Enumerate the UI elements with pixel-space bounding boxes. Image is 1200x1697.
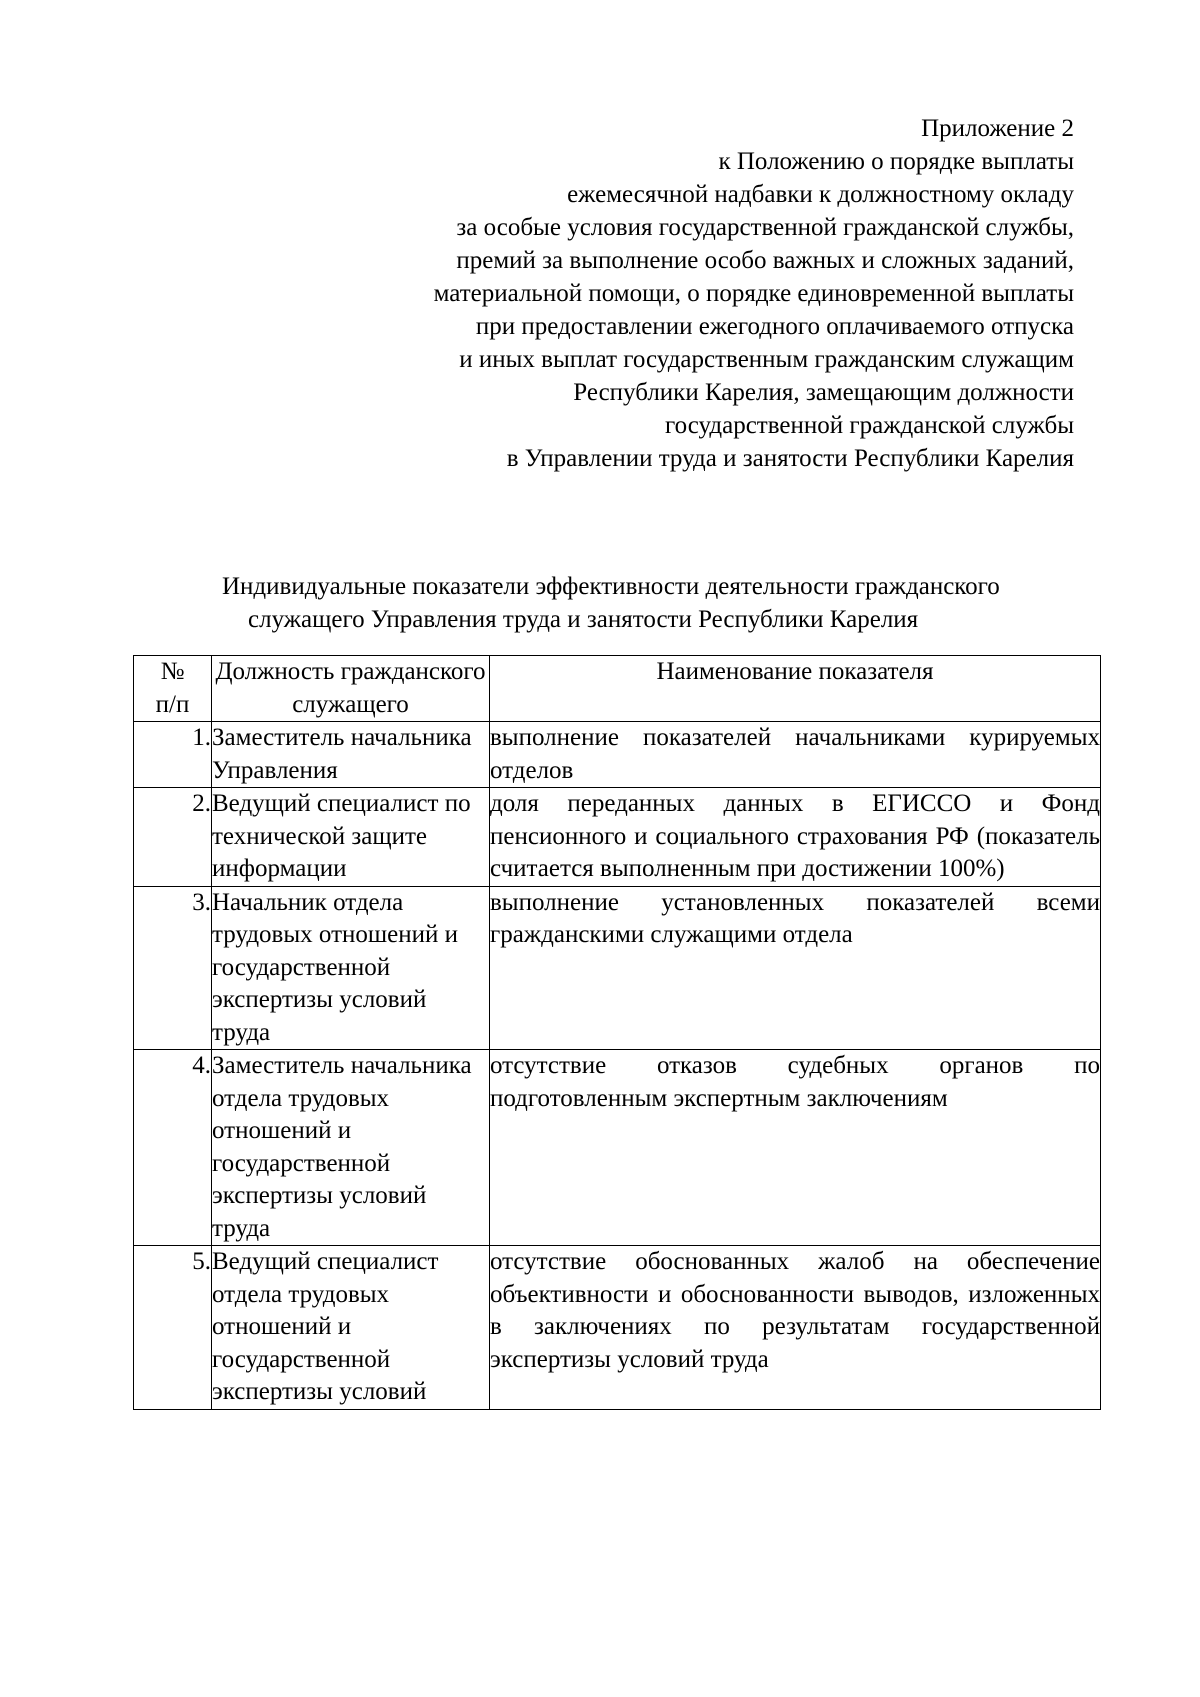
appendix-line: Республики Карелия, замещающим должности bbox=[573, 379, 1074, 406]
row-position: Заместитель начальника отдела трудовых отношений и государственной экспертизы условий труда bbox=[212, 1050, 490, 1246]
appendix-line: за особые условия государственной гражданской службы, bbox=[456, 214, 1074, 241]
table-row bbox=[134, 722, 1101, 788]
indicators-table bbox=[133, 655, 1101, 1410]
appendix-line: при предоставлении ежегодного оплачиваемого отпуска bbox=[475, 313, 1074, 340]
row-indicator: отсутствие обоснованных жалоб на обеспечение объективности и обоснованности выводов, изложенных в заключениях по результатам государственной экспертизы условий труда bbox=[490, 1246, 1101, 1410]
table-row bbox=[134, 1246, 1101, 1410]
row-number: 4. bbox=[134, 1050, 212, 1246]
header-number-line2: п/п bbox=[155, 690, 190, 718]
appendix-header bbox=[254, 112, 1074, 475]
row-indicator: доля переданных данных в ЕГИССО и Фонд пенсионного и социального страхования РФ (показатель считается выполненным при достижении 100%) bbox=[490, 788, 1101, 887]
row-indicator: отсутствие отказов судебных органов по подготовленным экспертным заключениям bbox=[490, 1050, 1101, 1246]
header-indicator: Наименование показателя bbox=[490, 656, 1101, 722]
row-number: 1. bbox=[134, 722, 212, 788]
appendix-line: и иных выплат государственным гражданским служащим bbox=[459, 346, 1074, 373]
appendix-line: материальной помощи, о порядке единовременной выплаты bbox=[433, 280, 1074, 307]
row-number: 2. bbox=[134, 788, 212, 887]
row-position: Начальник отдела трудовых отношений и государственной экспертизы условий труда bbox=[212, 886, 490, 1050]
row-position: Ведущий специалист по технической защите информации bbox=[212, 788, 490, 887]
header-position: Должность гражданского служащего bbox=[212, 656, 490, 722]
appendix-line: премий за выполнение особо важных и сложных заданий, bbox=[456, 247, 1074, 274]
row-number: 3. bbox=[134, 886, 212, 1050]
table-header-row bbox=[134, 656, 1101, 722]
header-number bbox=[134, 656, 212, 722]
title-line-2: служащего Управления труда и занятости Республики Карелия bbox=[248, 606, 919, 633]
row-indicator: выполнение показателей начальниками курируемых отделов bbox=[490, 722, 1101, 788]
appendix-line: к Положению о порядке выплаты bbox=[718, 148, 1074, 175]
header-number-line1: № bbox=[160, 658, 185, 685]
row-position: Ведущий специалист отдела трудовых отношений и государственной экспертизы условий bbox=[212, 1246, 490, 1410]
title-line-1: Индивидуальные показатели эффективности деятельности гражданского bbox=[222, 573, 1000, 600]
appendix-line: Приложение 2 bbox=[921, 115, 1074, 142]
document-title bbox=[210, 570, 1110, 636]
appendix-line: ежемесячной надбавки к должностному окладу bbox=[567, 181, 1074, 208]
table-row bbox=[134, 1050, 1101, 1246]
table-row bbox=[134, 886, 1101, 1050]
table-row bbox=[134, 788, 1101, 887]
row-indicator: выполнение установленных показателей всеми гражданскими служащими отдела bbox=[490, 886, 1101, 1050]
row-position: Заместитель начальника Управления bbox=[212, 722, 490, 788]
appendix-line: в Управлении труда и занятости Республики Карелия bbox=[506, 445, 1074, 472]
appendix-line: государственной гражданской службы bbox=[664, 412, 1074, 439]
row-number: 5. bbox=[134, 1246, 212, 1410]
